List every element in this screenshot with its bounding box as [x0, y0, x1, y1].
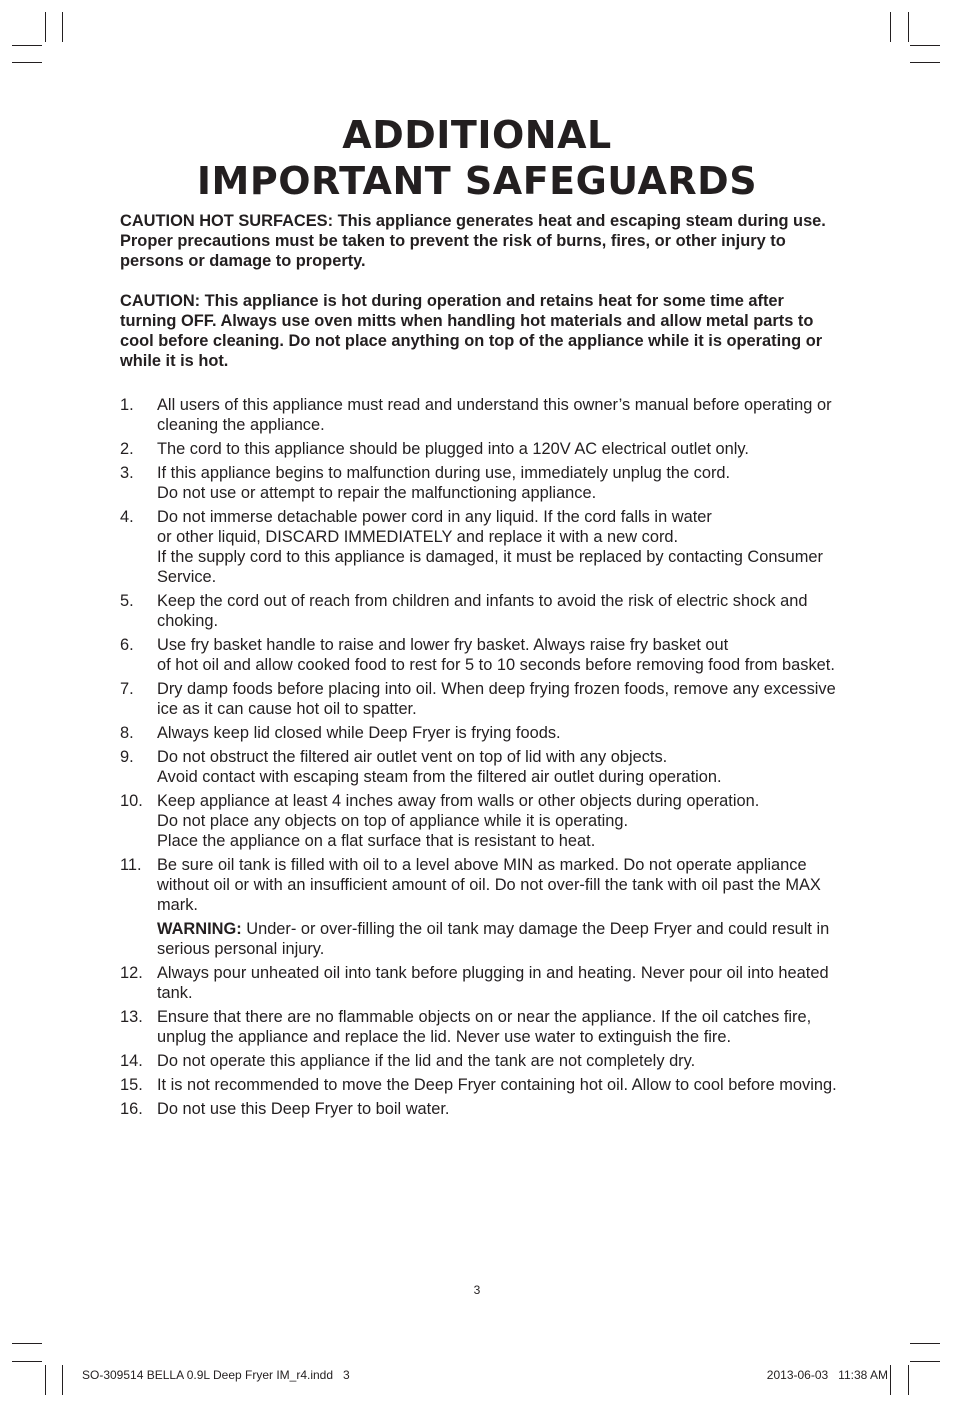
- list-item-number: 15.: [120, 1076, 143, 1094]
- list-item-text: Use fry basket handle to raise and lower fry basket. Always raise fry basket out: [157, 636, 729, 654]
- list-item-text: If this appliance begins to malfunction during use, immediately unplug the cord.: [157, 464, 731, 482]
- list-item-text: It is not recommended to move the Deep Fryer containing hot oil. Allow to cool before moving.: [157, 1076, 837, 1094]
- list-item-number: 9.: [120, 748, 134, 766]
- list-item-text: Dry damp foods before placing into oil. When deep frying frozen foods, remove any excessive ice as it can cause hot oil to spatter.: [157, 680, 836, 718]
- page-title: [0, 112, 954, 204]
- crop-mark: [62, 1365, 63, 1395]
- list-item: [120, 747, 840, 787]
- list-item-number: 5.: [120, 592, 134, 610]
- crop-mark: [45, 12, 46, 42]
- list-item: [120, 1007, 840, 1047]
- list-item: [120, 1099, 840, 1119]
- list-item-text: Keep appliance at least 4 inches away from walls or other objects during operation.: [157, 792, 760, 810]
- list-item: [120, 591, 840, 631]
- list-item-text: of hot oil and allow cooked food to rest for 5 to 10 seconds before removing food from basket.: [157, 656, 835, 674]
- list-item-number: 6.: [120, 636, 134, 654]
- list-item-number: 13.: [120, 1008, 143, 1026]
- list-item: [120, 791, 840, 851]
- list-item-text: Avoid contact with escaping steam from the filtered air outlet during operation.: [157, 768, 722, 786]
- warning-label: WARNING:: [157, 920, 242, 938]
- list-item-text: Keep the cord out of reach from children and infants to avoid the risk of electric shock and choking.: [157, 592, 808, 630]
- list-item-text: If the supply cord to this appliance is damaged, it must be replaced by contacting Consumer Service.: [157, 548, 824, 586]
- crop-mark: [908, 1365, 909, 1395]
- list-item-text: or other liquid, DISCARD IMMEDIATELY and replace it with a new cord.: [157, 528, 679, 546]
- list-item: [120, 507, 840, 587]
- slug-filename: SO-309514 BELLA 0.9L Deep Fryer IM_r4.indd 3: [82, 1368, 350, 1382]
- list-item-number: 8.: [120, 724, 134, 742]
- list-item-number: 16.: [120, 1100, 143, 1118]
- crop-mark: [910, 1361, 940, 1362]
- list-item: [120, 679, 840, 719]
- list-item-number: 10.: [120, 792, 143, 810]
- list-item-text: Do not obstruct the filtered air outlet vent on top of lid with any objects.: [157, 748, 668, 766]
- list-item-text: Always pour unheated oil into tank before plugging in and heating. Never pour oil into heated tank.: [157, 964, 829, 1002]
- list-item-text: Place the appliance on a flat surface that is resistant to heat.: [157, 832, 596, 850]
- list-item: [120, 463, 840, 503]
- list-item-text: Always keep lid closed while Deep Fryer is frying foods.: [157, 724, 561, 742]
- crop-mark: [890, 12, 891, 42]
- list-item-text: Do not use or attempt to repair the malfunctioning appliance.: [157, 484, 597, 502]
- crop-mark: [12, 1343, 42, 1344]
- crop-mark: [45, 1365, 46, 1395]
- crop-mark: [12, 62, 42, 63]
- list-item-number: 2.: [120, 440, 134, 458]
- list-item-text: All users of this appliance must read and understand this owner’s manual before operating or cleaning the appliance.: [157, 396, 832, 434]
- crop-mark: [910, 1343, 940, 1344]
- list-item-number: 12.: [120, 964, 143, 982]
- list-item: [120, 439, 840, 459]
- list-item: [120, 963, 840, 1003]
- warning-note: [157, 919, 840, 959]
- crop-mark: [62, 12, 63, 42]
- crop-mark: [908, 12, 909, 42]
- list-item: [120, 1075, 840, 1095]
- crop-mark: [910, 45, 940, 46]
- caution-retains-heat: CAUTION: This appliance is hot during operation and retains heat for some time after turning OFF. Always use oven mitts when handling hot materials and allow metal parts to cool before cleaning. Do not place anything on top of the appliance while it is operating or while it is hot.: [120, 292, 823, 370]
- crop-mark: [12, 45, 42, 46]
- list-item: [120, 395, 840, 435]
- caution-hot-surfaces: CAUTION HOT SURFACES: This appliance generates heat and escaping steam during use. Proper precautions must be taken to prevent the risk of burns, fires, or other injury to persons or damage to property.: [120, 212, 826, 270]
- list-item: [120, 1051, 840, 1071]
- list-item-number: 11.: [120, 856, 142, 874]
- list-item-text: Do not use this Deep Fryer to boil water.: [157, 1100, 450, 1118]
- list-item-text: The cord to this appliance should be plugged into a 120V AC electrical outlet only.: [157, 440, 749, 458]
- slug-timestamp: 2013-06-03 11:38 AM: [766, 1368, 888, 1382]
- list-item-number: 14.: [120, 1052, 143, 1070]
- safeguards-list: [120, 395, 840, 1123]
- list-item-number: 3.: [120, 464, 134, 482]
- list-item-text: Be sure oil tank is filled with oil to a level above MIN as marked. Do not operate appliance without oil or with an insufficient amount of oil. Do not over-fill the tank with oil past the MAX mark.: [157, 856, 821, 914]
- list-item-text: Do not immerse detachable power cord in any liquid. If the cord falls in water: [157, 508, 712, 526]
- crop-mark: [890, 1365, 891, 1395]
- page-number: 3: [473, 1283, 481, 1297]
- list-item-text: Do not place any objects on top of appliance while it is operating.: [157, 812, 629, 830]
- list-item: [120, 855, 840, 959]
- crop-mark: [910, 62, 940, 63]
- list-item-text: Do not operate this appliance if the lid and the tank are not completely dry.: [157, 1052, 696, 1070]
- list-item-number: 7.: [120, 680, 134, 698]
- title-line-2: IMPORTANT SAFEGUARDS: [196, 159, 758, 203]
- crop-mark: [12, 1361, 42, 1362]
- list-item-number: 1.: [120, 396, 134, 414]
- warning-text: Under- or over-filling the oil tank may damage the Deep Fryer and could result in serious personal injury.: [157, 920, 830, 958]
- list-item-text: Ensure that there are no flammable objects on or near the appliance. If the oil catches fire, unplug the appliance and replace the lid. Never use water to extinguish the fire.: [157, 1008, 812, 1046]
- list-item: [120, 723, 840, 743]
- list-item-number: 4.: [120, 508, 134, 526]
- list-item: [120, 635, 840, 675]
- title-line-1: ADDITIONAL: [342, 113, 612, 157]
